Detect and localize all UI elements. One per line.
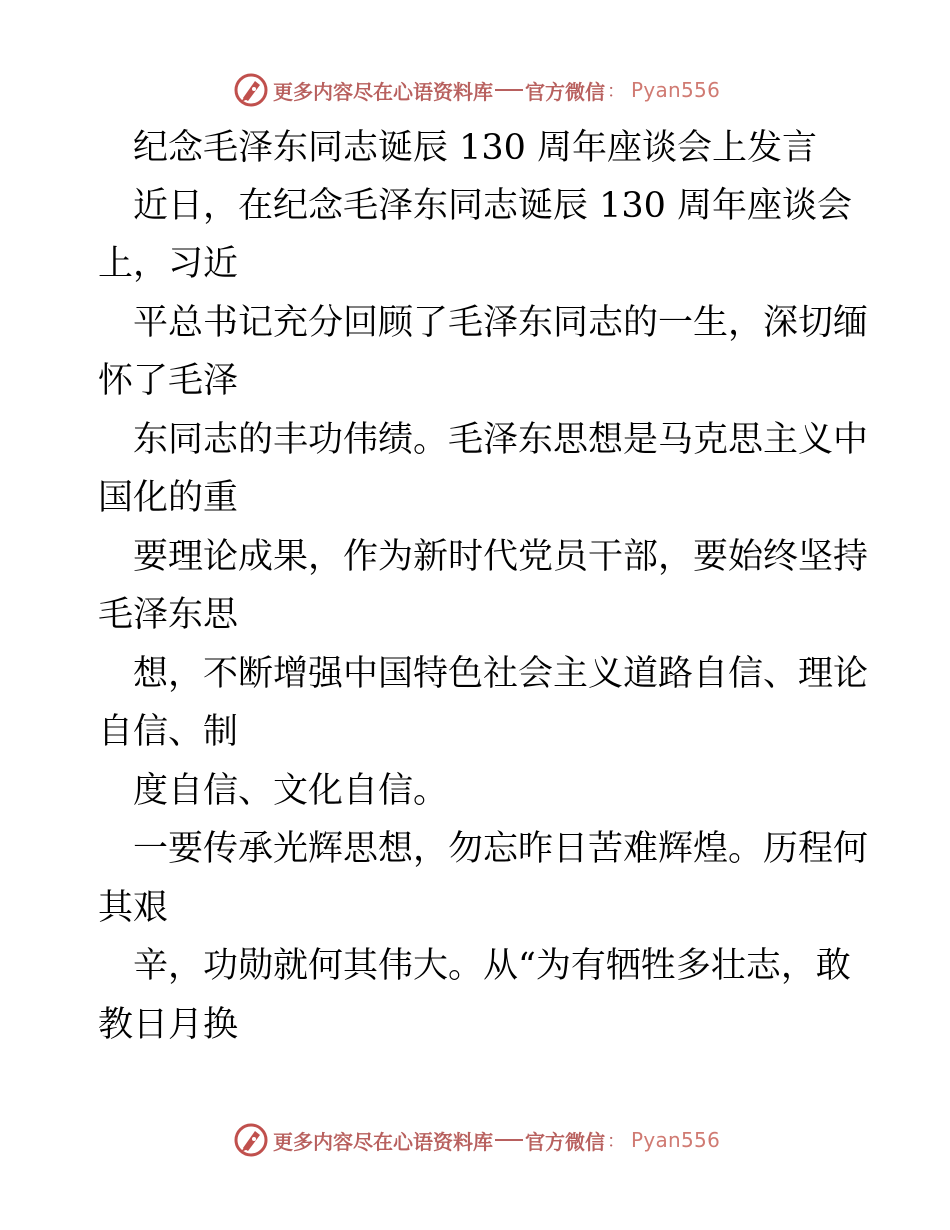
paragraph-line: 毛泽东思 [98, 595, 239, 635]
banner-wechat-id: Pyan556 [631, 78, 721, 102]
paragraph-line: 平总书记充分回顾了毛泽东同志的一生，深切缅 [133, 303, 869, 343]
paragraph-line: 教日月换 [98, 1005, 239, 1045]
paragraph-line: 一要传承光辉思想，勿忘昨日苦难辉煌。历程何 [133, 829, 869, 869]
banner-content [233, 1120, 720, 1160]
banner-text: 更多内容尽在心语资料库 [273, 79, 493, 104]
paragraph-line: 怀了毛泽 [98, 361, 239, 401]
paragraph-line: 国化的重 [98, 478, 239, 518]
banner-colon: ： [607, 1131, 625, 1152]
document-title: 纪念毛泽东同志诞辰 130 周年座谈会上发言 [133, 128, 818, 168]
paragraph-line: 度自信、文化自信。 [133, 771, 449, 811]
banner-wechat-label: 官方微信 [525, 1129, 605, 1154]
paragraph-line: 东同志的丰功伟绩。毛泽东思想是马克思主义中 [133, 420, 869, 460]
footer-banner [0, 1120, 950, 1160]
paragraph-line: 想，不断增强中国特色社会主义道路自信、理论 [133, 654, 869, 694]
banner-dash [495, 1139, 523, 1141]
pen-nib-logo-icon [233, 1122, 269, 1158]
paragraph-line: 近日，在纪念毛泽东同志诞辰 130 周年座谈会 [133, 186, 853, 226]
banner-colon: ： [607, 81, 625, 102]
banner-wechat-label: 官方微信 [525, 79, 605, 104]
paragraph-line: 要理论成果，作为新时代党员干部，要始终坚持 [133, 537, 869, 577]
paragraph-line: 辛，功勋就何其伟大。从“为有牺牲多壮志，敢 [133, 946, 851, 986]
banner-wechat-id: Pyan556 [631, 1128, 721, 1152]
paragraph-line: 上，习近 [98, 244, 239, 284]
paragraph-line: 其艰 [98, 888, 169, 928]
paragraph-line: 自信、制 [98, 712, 239, 752]
banner-text: 更多内容尽在心语资料库 [273, 1129, 493, 1154]
